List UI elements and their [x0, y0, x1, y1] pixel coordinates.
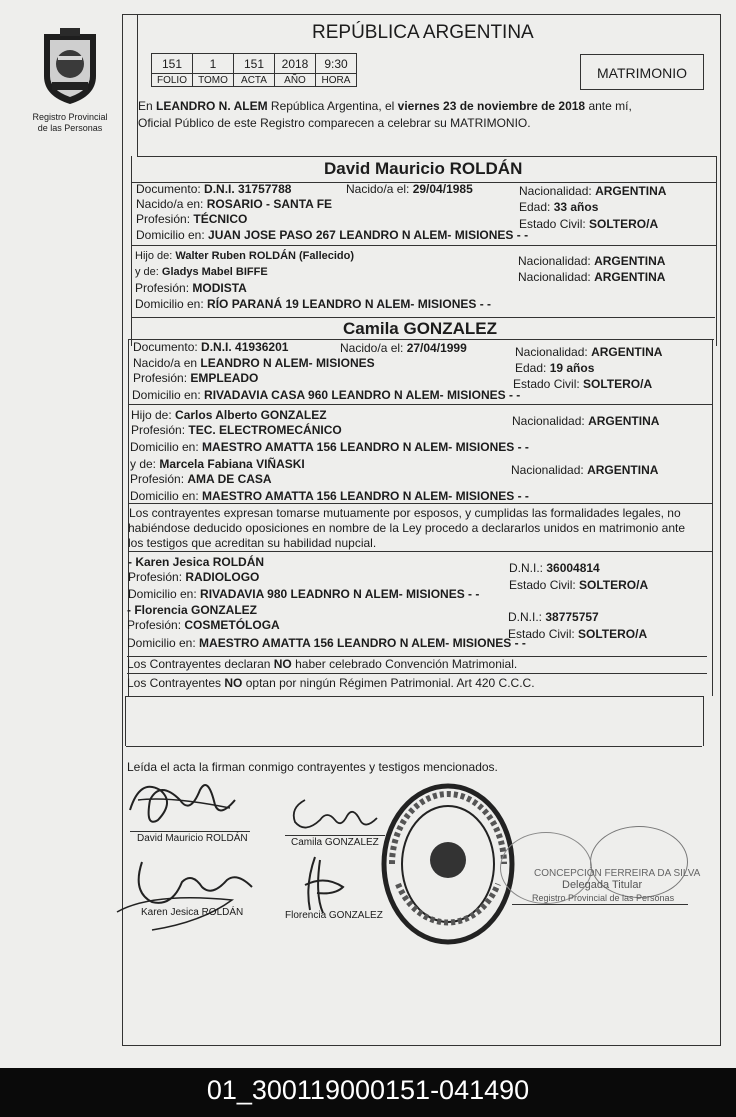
bride-father-nat: ARGENTINA [588, 414, 660, 428]
convention-c: haber celebrado Convención Matrimonial. [291, 657, 518, 671]
witness-2-dni [508, 610, 599, 624]
bride-nationality [515, 345, 662, 359]
bride-civil-status [513, 377, 652, 391]
label: y de: [135, 266, 162, 278]
label: Nacionalidad: [519, 184, 596, 198]
groom-nationality [519, 184, 666, 198]
folio-value: 151 [152, 54, 193, 74]
groom-father [135, 250, 354, 263]
signature-line [130, 831, 250, 832]
witness-1-signature-name: Karen Jesica ROLDÁN [141, 907, 244, 918]
label: Profesión: [127, 618, 185, 632]
groom-name: David Mauricio ROLDÁN [324, 159, 523, 178]
tomo-value: 1 [193, 54, 234, 74]
bride-address [132, 388, 520, 402]
registry-name-line-1: Registro Provincial [32, 112, 108, 122]
section-border [712, 339, 713, 696]
official-title: Delegada Titular [562, 879, 643, 891]
tomo-label: TOMO [193, 74, 234, 87]
separator [128, 404, 712, 405]
label: Hijo de: [135, 250, 176, 262]
declaration-line-1: Los contrayentes expresan tomarse mutuamente por esposos, y cumplidas las formalidades legales, no [129, 506, 681, 520]
frame-top-extension [137, 14, 138, 156]
convention-no: NO [273, 657, 292, 671]
groom-father-name: Walter Ruben ROLDÁN (Fallecido) [175, 250, 355, 262]
witness-1-prof: RADIOLOGO [185, 570, 260, 584]
label: D.N.I.: [508, 610, 546, 624]
label: Profesión: [130, 472, 188, 486]
separator [126, 746, 702, 747]
groom-birthdate [346, 182, 473, 196]
groom-age-value: 33 años [553, 200, 599, 214]
declaration-line-3: los testigos que acreditan su habilidad nupcial. [128, 536, 377, 550]
label: Profesión: [128, 570, 186, 584]
label: Documento: [133, 340, 202, 354]
separator [126, 696, 704, 697]
bride-addr: RIVADAVIA CASA 960 LEANDRO N ALEM- MISIONES - - [204, 388, 521, 402]
label: Edad: [515, 361, 550, 375]
separator [127, 673, 707, 674]
groom-birthplace [136, 197, 332, 211]
witness-1-dni-value: 36004814 [546, 561, 600, 575]
declaration-line-2: habiéndose deducido oposiciones en nombre de la Ley procedo a declararlos unidos en matrimonio ante [128, 521, 686, 535]
official-org: Registro Provincial de las Personas [532, 893, 675, 903]
label: Estado Civil: [508, 627, 579, 641]
bride-father-name: Carlos Alberto GONZALEZ [175, 408, 327, 422]
groom-prof: TÉCNICO [193, 212, 248, 226]
registry-name [20, 112, 120, 134]
groom-mother-nationality [518, 270, 665, 284]
footer-id-bar [0, 1068, 736, 1117]
witness-2-civil-status [508, 627, 647, 641]
intro-city: LEANDRO N. ALEM [156, 99, 268, 113]
groom-civil: SOLTERO/A [589, 217, 659, 231]
separator [128, 503, 712, 504]
witness-1-name: - Karen Jesica ROLDÁN [128, 555, 265, 569]
ano-value: 2018 [275, 54, 316, 74]
bride-mother-nat: ARGENTINA [587, 463, 659, 477]
convention-text [127, 657, 517, 671]
groom-mother-address [135, 297, 491, 311]
groom-father-nat: ARGENTINA [594, 254, 666, 268]
groom-civil-status [519, 217, 658, 231]
label: Nacido/a el: [340, 341, 407, 355]
republic-heading: REPÚBLICA ARGENTINA [312, 22, 534, 43]
groom-addr: JUAN JOSE PASO 267 LEANDRO N ALEM- MISIONES - - [208, 228, 529, 242]
groom-mother-name: Gladys Mabel BIFFE [161, 266, 268, 278]
bride-mother-address [130, 489, 529, 503]
witness-1-address [128, 587, 479, 601]
regime-c: optan por ningún Régimen Patrimonial. Art 420 C.C.C. [242, 676, 535, 690]
label: Nacionalidad: [511, 463, 588, 477]
section-border [131, 156, 132, 346]
witness-2-address [127, 636, 526, 650]
label: Estado Civil: [519, 217, 590, 231]
witness-2-prof: COSMETÓLOGA [184, 618, 280, 632]
separator [131, 245, 717, 246]
groom-born: 29/04/1985 [412, 182, 473, 196]
groom-father-nationality [518, 254, 665, 268]
bride-document [133, 340, 288, 354]
bride-father [131, 408, 327, 422]
witness-2-civil: SOLTERO/A [578, 627, 648, 641]
official-name: CONCEPCIÓN FERREIRA DA SILVA [534, 868, 701, 879]
regime-no: NO [224, 676, 243, 690]
bride-dni: D.N.I. 41936201 [201, 340, 289, 354]
bride-signature-name: Camila GONZALEZ [291, 837, 379, 848]
bride-mother-nationality [511, 463, 658, 477]
regime-text [127, 676, 535, 690]
label: Estado Civil: [513, 377, 584, 391]
intro-text-c: ante mí, [585, 99, 632, 113]
bride-born: 27/04/1999 [406, 341, 467, 355]
intro-text-b: República Argentina, el [267, 99, 398, 113]
doc-type-box: MATRIMONIO [580, 54, 704, 90]
separator [131, 317, 715, 318]
label: Domicilio en: [136, 228, 209, 242]
bride-mother [130, 457, 305, 471]
witness-1-signature [112, 852, 272, 939]
witness-2-addr: MAESTRO AMATTA 156 LEANDRO N ALEM- MISIONES - - [199, 636, 526, 650]
label: Nacido/a en: [136, 197, 207, 211]
hora-value: 9:30 [316, 54, 357, 74]
label: Domicilio en: [127, 636, 200, 650]
groom-mother-nat: ARGENTINA [594, 270, 666, 284]
label: Edad: [519, 200, 554, 214]
label: Domicilio en: [132, 388, 205, 402]
registry-round-seal [378, 780, 518, 953]
bride-nat: ARGENTINA [591, 345, 663, 359]
bride-prof: EMPLEADO [190, 371, 259, 385]
label: Domicilio en: [130, 489, 203, 503]
bride-place: LEANDRO N ALEM- MISIONES [200, 356, 375, 370]
witness-1-profession [128, 570, 259, 584]
groom-nat: ARGENTINA [595, 184, 667, 198]
bride-profession [133, 371, 258, 385]
bride-age [515, 361, 594, 375]
label: y de: [130, 457, 160, 471]
label: Nacionalidad: [512, 414, 589, 428]
groom-age [519, 200, 598, 214]
bride-father-nationality [512, 414, 659, 428]
bride-name: Camila GONZALEZ [343, 319, 497, 338]
ano-label: AÑO [275, 74, 316, 87]
province-seal-logo [38, 26, 102, 108]
groom-document [136, 182, 291, 196]
witness-1-civil: SOLTERO/A [579, 578, 649, 592]
acta-value: 151 [234, 54, 275, 74]
label: D.N.I.: [509, 561, 547, 575]
signature-line [285, 835, 385, 836]
groom-profession [136, 212, 247, 226]
label: Nacido/a en [133, 356, 201, 370]
label: Profesión: [133, 371, 191, 385]
witness-1-addr: RIVADAVIA 980 LEADNRO N ALEM- MISIONES - - [200, 587, 480, 601]
registry-name-line-2: de las Personas [37, 123, 103, 133]
groom-address [136, 228, 528, 242]
intro-line-2: Oficial Público de este Registro comparecen a celebrar su MATRIMONIO. [138, 116, 531, 130]
label: Nacionalidad: [515, 345, 592, 359]
section-border [716, 156, 717, 346]
bride-father-address [130, 440, 529, 454]
footer-id: 01_300119000151-041490 [206, 1075, 530, 1105]
witness-2-dni-value: 38775757 [545, 610, 599, 624]
witness-2-profession [127, 618, 280, 632]
bride-civil: SOLTERO/A [583, 377, 653, 391]
reading-text: Leída el acta la firman conmigo contrayentes y testigos mencionados. [127, 760, 498, 774]
label: Nacido/a el: [346, 182, 413, 196]
convention-a: Los Contrayentes declaran [127, 657, 274, 671]
intro-date: viernes 23 de noviembre de 2018 [397, 99, 586, 113]
label: Profesión: [136, 212, 194, 226]
separator [128, 551, 712, 552]
groom-place: ROSARIO - SANTA FE [206, 197, 333, 211]
label: Domicilio en: [135, 297, 208, 311]
label: Profesión: [131, 423, 189, 437]
record-grid [151, 53, 357, 87]
groom-dni: D.N.I. 31757788 [204, 182, 292, 196]
label: Nacionalidad: [518, 270, 595, 284]
groom-signature-name: David Mauricio ROLDÁN [137, 833, 248, 844]
intro-text-a: En [138, 99, 157, 113]
bride-birthplace [133, 356, 375, 370]
label: Domicilio en: [130, 440, 203, 454]
witness-1-civil-status [509, 578, 648, 592]
bride-mother-name: Marcela Fabiana VIÑASKI [159, 457, 305, 471]
bride-faddr: MAESTRO AMATTA 156 LEANDRO N ALEM- MISIONES - - [202, 440, 529, 454]
bride-mother-profession [130, 472, 272, 486]
groom-mother [135, 266, 268, 279]
bride-maddr: MAESTRO AMATTA 156 LEANDRO N ALEM- MISIONES - - [202, 489, 529, 503]
folio-label: FOLIO [152, 74, 193, 87]
groom-mprof: MODISTA [192, 281, 247, 295]
groom-signature [120, 770, 250, 837]
label: Documento: [136, 182, 205, 196]
witness-1-dni [509, 561, 600, 575]
label: Nacionalidad: [518, 254, 595, 268]
witness-2-name: - Florencia GONZALEZ [127, 603, 258, 617]
official-signature-line [512, 904, 688, 905]
groom-maddr: RÍO PARANÁ 19 LEANDRO N ALEM- MISIONES - - [207, 297, 492, 311]
bride-age-value: 19 años [549, 361, 595, 375]
label: Hijo de: [131, 408, 176, 422]
intro-line-1 [138, 99, 632, 113]
acta-label: ACTA [234, 74, 275, 87]
bride-mprof: AMA DE CASA [187, 472, 272, 486]
label: Domicilio en: [128, 587, 201, 601]
regime-a: Los Contrayentes [127, 676, 225, 690]
label: Estado Civil: [509, 578, 580, 592]
witness-2-signature-name: Florencia GONZALEZ [285, 910, 383, 921]
bride-father-profession [131, 423, 342, 437]
groom-mother-profession [135, 281, 247, 295]
section-border [125, 696, 126, 746]
bride-fprof: TEC. ELECTROMECÁNICO [188, 423, 342, 437]
label: Profesión: [135, 281, 193, 295]
separator [137, 156, 717, 157]
section-border [703, 696, 704, 746]
hora-label: HORA [316, 74, 357, 87]
bride-birthdate [340, 341, 467, 355]
